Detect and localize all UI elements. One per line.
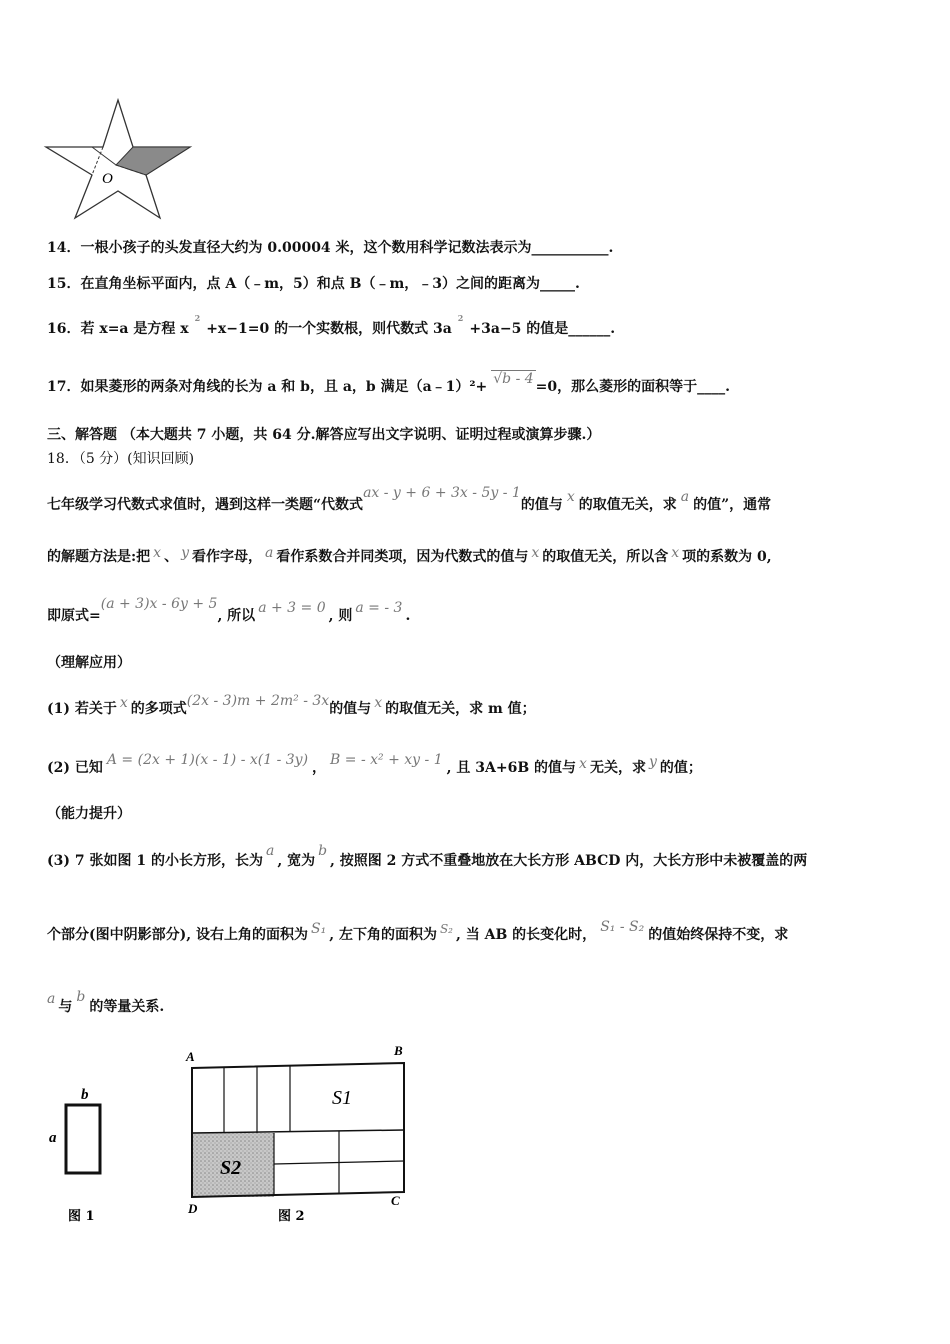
q18-p1-text: 的值与 [520,497,563,513]
vertex-b: B [394,1043,403,1058]
q18-s3-text: (3) 7 张如图 1 的小长方形，长为 [47,853,263,869]
q18-p3-expr: a = - 3 [355,600,403,616]
section-3-title: 三、解答题 （本大题共 7 小题，共 64 分.解答应写出文字说明、证明过程或演算步骤.） [47,427,601,443]
var-y: y [181,545,189,561]
q18-p1-text: 的取值无关，求 [578,497,677,513]
q18-s3-text: 的等量关系. [89,999,165,1015]
q18-header: 18．（5 分）(知识回顾) [47,451,195,467]
q17-part-a: 17．如果菱形的两条对角线的长为 a 和 b，且 a，b 满足（a﹣1）²+ [47,379,488,395]
star-center-label: O [102,171,113,187]
ability-heading: （能力提升） [47,806,131,822]
var-s1: S₁ [311,921,327,937]
q17-part-b: =0，那么菱形的面积等于____. [535,379,731,395]
q16-part-b: +x−1=0 的一个实数根，则代数式 3a [206,321,452,337]
q16-sup-1: 2 [194,313,201,323]
question-14: 14．一根小孩子的头发直径大约为 0.00004 米，这个数用科学记数法表示为___________. [47,240,614,256]
q18-p2-text: 看作系数合并同类项，因为代数式的值与 [276,549,529,565]
q18-s3-text: , 当 AB 的长变化时， [455,927,597,943]
q18-s1-text: 的多项式 [130,701,187,717]
figure-1 [45,1080,125,1230]
var-s2: S₂ [439,922,453,936]
q18-p2-text: 项的系数为 0, [682,549,772,565]
q18-s2-text: , 且 3A+6B 的值与 [446,760,577,776]
q18-s2-expr-b: B = - x² + xy - 1 [330,752,443,768]
vertex-a: A [186,1049,195,1064]
q18-para-1 [47,485,772,514]
q18-p2-text: 看作字母， [192,549,262,565]
q18-s1-expr: (2x - 3)m + 2m² - 3x [186,693,330,709]
star-diagonal [92,147,116,165]
q17-radicand: b - 4 [502,371,534,387]
var-x: x [153,545,162,561]
var-b: b [76,989,86,1005]
q18-s1-text: (1) 若关于 [47,701,117,717]
q18-para-2 [47,546,772,566]
q18-s3-text: , 宽为 [277,853,316,869]
fig1-caption: 图 1 [68,1209,95,1224]
var-x: x [671,545,680,561]
question-17 [47,371,731,396]
q18-s2-text: (2) 已知 [47,760,103,776]
vertex-d: D [188,1201,198,1216]
q18-s3-text: 的值始终保持不变，求 [648,927,789,943]
question-16 [47,313,616,338]
q18-para-3 [47,596,411,625]
region-s1-label: S1 [332,1087,352,1109]
q18-s2-text: 的值； [659,760,702,776]
q18-p2-text: 的取值无关，所以含 [542,549,669,565]
q18-sub-2 [47,752,702,777]
q18-p1-expr: ax - y + 6 + 3x - 5y - 1 [363,485,521,501]
q18-s2-text: 无关，求 [589,760,646,776]
q18-s3-text: 个部分(图中阴影部分), 设右上角的面积为 [47,927,308,943]
q18-s3-text: , 左下角的面积为 [329,927,437,943]
var-x: x [374,695,383,711]
q18-sub-1 [47,693,536,718]
q18-p3-expr: (a + 3)x - 6y + 5 [100,596,218,612]
star-shaded-arm [116,147,190,175]
q18-s2-text: ， [312,760,327,776]
q18-s2-expr-a: A = (2x + 1)(x - 1) - x(1 - 3y) [106,752,309,768]
var-x: x [579,756,587,772]
var-x: x [531,545,540,561]
q16-part-c: +3a−5 的值是______. [469,321,616,337]
fig1-label-b: b [81,1087,89,1103]
q18-s3-text: 与 [58,999,73,1015]
var-x: x [566,489,575,505]
understand-heading: （理解应用） [47,655,131,671]
fig2-caption: 图 2 [278,1209,305,1224]
q18-p3-text: . [405,608,411,624]
var-a: a [265,545,274,561]
q18-sub-3-line-1 [47,843,808,870]
vertex-c: C [391,1193,400,1208]
region-s2-label: S2 [220,1157,242,1179]
q18-s3-diff-expr: S₁ - S₂ [600,919,645,935]
q16-sup-2: 2 [457,313,464,323]
figure-2 [180,1040,420,1235]
q16-part-a: 16．若 x=a 是方程 x [47,321,189,337]
var-a: a [680,489,690,505]
q18-p2-text: 的解题方法是:把 [47,549,151,565]
q18-s1-text: 的取值无关，求 m 值； [385,701,536,717]
var-b: b [318,843,328,859]
question-15: 15．在直角坐标平面内，点 A（﹣m，5）和点 B（﹣m，﹣3）之间的距离为_____. [47,276,580,292]
var-x: x [119,695,128,711]
star-figure [40,95,200,225]
q18-p1-text: 的值”，通常 [693,497,772,513]
q18-p3-text: 即原式= [47,608,101,624]
var-a: a [265,843,275,859]
q18-sub-3-line-2 [47,919,789,944]
q18-p3-text: , 所以 [217,608,256,624]
q18-p3-text: , 则 [328,608,353,624]
q18-p2-text: 、 [164,549,179,565]
q18-p1-text: 七年级学习代数式求值时，遇到这样一类题“代数式 [47,497,364,513]
q17-sqrt: √b - 4 [493,371,534,387]
small-rectangle [66,1105,100,1173]
q18-sub-3-line-3 [47,989,165,1016]
q18-p3-expr: a + 3 = 0 [258,600,326,616]
fig1-label-a: a [49,1130,57,1146]
var-a: a [47,991,56,1007]
q18-s1-text: 的值与 [329,701,372,717]
q18-s3-text: , 按照图 2 方式不重叠地放在大长方形 ABCD 内，大长方形中未被覆盖的两 [330,853,808,869]
var-y: y [648,754,657,770]
